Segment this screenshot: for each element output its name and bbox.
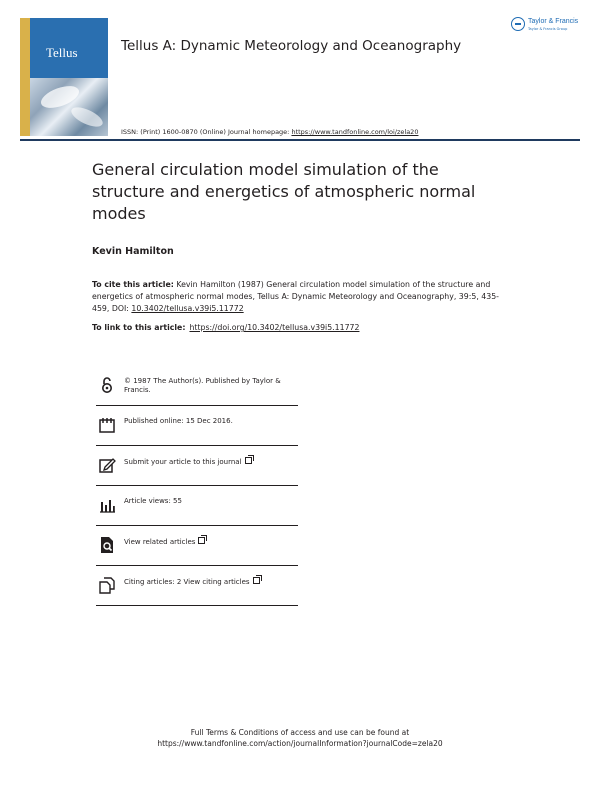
external-link-icon: [198, 537, 205, 544]
calendar-icon: [98, 416, 116, 434]
external-link-icon: [245, 457, 252, 464]
footer-terms-url[interactable]: https://www.tandfonline.com/action/journalInformation?journalCode=zela20: [157, 739, 443, 748]
taylor-francis-icon: [511, 17, 525, 31]
citing-articles-link[interactable]: [124, 577, 298, 587]
footer: [0, 727, 600, 749]
publisher-logo[interactable]: [511, 17, 583, 37]
submit-article-item[interactable]: [96, 446, 298, 486]
citing-articles-item[interactable]: [96, 566, 298, 606]
submit-article-text: Submit your article to this journal: [124, 458, 242, 466]
citing-articles-icon: [98, 576, 116, 594]
article-info-list: [96, 366, 298, 606]
issn-text: ISSN: (Print) 1600-0870 (Online) Journal homepage:: [121, 128, 292, 136]
journal-title[interactable]: Tellus A: Dynamic Meteorology and Oceanography: [121, 38, 462, 54]
cite-label: To cite this article:: [92, 280, 174, 289]
doi-link[interactable]: 10.3402/tellusa.v39i5.11772: [131, 304, 244, 313]
copyright-text: © 1987 The Author(s). Published by Taylor & Francis.: [124, 377, 281, 394]
article-views-item: [96, 486, 298, 526]
open-access-icon: [98, 376, 116, 394]
related-articles-link[interactable]: [124, 537, 298, 547]
cover-title: Tellus: [46, 45, 78, 60]
link-label: To link to this article:: [92, 323, 186, 332]
header-divider: [20, 139, 580, 141]
published-online-item: [96, 406, 298, 446]
related-articles-text: View related articles: [124, 538, 196, 546]
citing-articles-text: Citing articles: 2 View citing articles: [124, 578, 250, 586]
article-title: General circulation model simulation of the structure and energetics of atmospheric normal modes: [92, 160, 476, 223]
submit-article-link[interactable]: [124, 457, 298, 467]
bar-chart-icon: [98, 496, 116, 514]
journal-homepage-link[interactable]: https://www.tandfonline.com/loi/zela20: [291, 128, 419, 136]
footer-terms-text: Full Terms & Conditions of access and use can be found at: [190, 728, 410, 737]
article-views-text: Article views: 55: [124, 497, 182, 505]
external-link-icon: [253, 577, 260, 584]
edit-icon: [98, 456, 116, 474]
cite-text: Kevin Hamilton (1987) General circulation model simulation of the structure and energetics of atmospheric normal modes, Tellus A: Dynamic Meteorology and Oceanography, 39:5, 435-459, DOI:: [92, 280, 499, 313]
article-doi-url[interactable]: https://doi.org/10.3402/tellusa.v39i5.11772: [189, 323, 360, 332]
cover-side-strip: [20, 18, 30, 136]
publisher-subtitle: Taylor & Francis Group: [528, 27, 568, 31]
article-link-line: [92, 323, 359, 332]
journal-cover-image: [20, 18, 108, 136]
citation-block: [92, 279, 512, 315]
related-articles-item[interactable]: [96, 526, 298, 566]
issn-line: [121, 128, 418, 136]
copyright-item: [96, 366, 298, 406]
publisher-name: Taylor & Francis: [528, 18, 579, 25]
published-online-text: Published online: 15 Dec 2016.: [124, 417, 233, 425]
search-document-icon: [98, 536, 116, 554]
author-name: Kevin Hamilton: [92, 246, 174, 257]
